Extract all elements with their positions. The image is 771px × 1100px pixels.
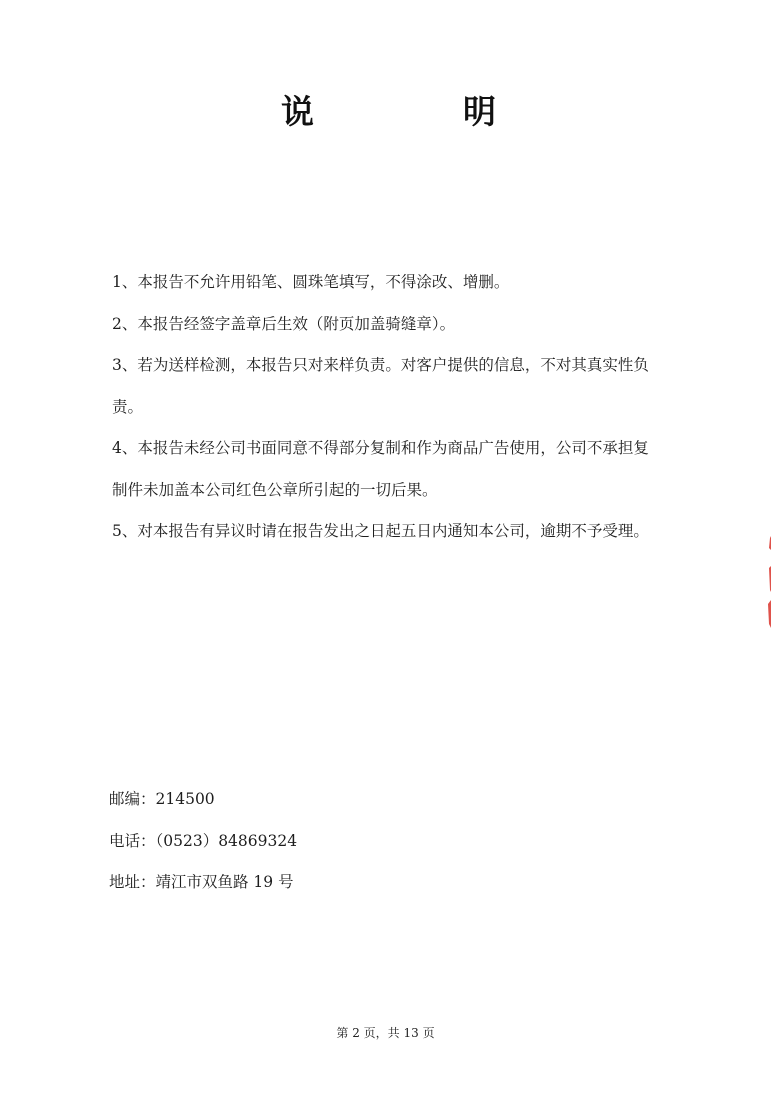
clause-line-4: 4、本报告未经公司书面同意不得部分复制和作为商品广告使用，公司不承担复: [112, 439, 649, 457]
title-char-1: 说: [281, 92, 314, 131]
title-char-2: 明: [463, 92, 496, 131]
address-line: 地址：靖江市双鱼路 19 号: [109, 873, 294, 891]
clause-line-4-continued: 制件未加盖本公司红色公章所引起的一切后果。: [112, 480, 438, 499]
page-title: [0, 86, 771, 134]
clause-line-3-continued: 责。: [112, 397, 144, 416]
clause-line-5: 5、对本报告有异议时请在报告发出之日起五日内通知本公司，逾期不予受理。: [112, 522, 649, 540]
postcode-line: 邮编：214500: [109, 790, 215, 808]
notice-clauses: [112, 262, 672, 553]
clause-line-3: 3、若为送样检测，本报告只对来样负责。对客户提供的信息，不对其真实性负: [112, 356, 649, 374]
phone-line: 电话：（0523）84869324: [109, 831, 298, 850]
contact-info: [109, 779, 509, 904]
clause-line-2: 2、本报告经签字盖章后生效（附页加盖骑缝章）。: [112, 314, 456, 333]
page-number-footer: 第 2 页，共 13 页: [336, 1026, 435, 1040]
clause-line-1: 1、本报告不允许用铅笔、圆珠笔填写，不得涂改、增删。: [112, 273, 510, 291]
seal-fragment-icon: [765, 532, 771, 632]
